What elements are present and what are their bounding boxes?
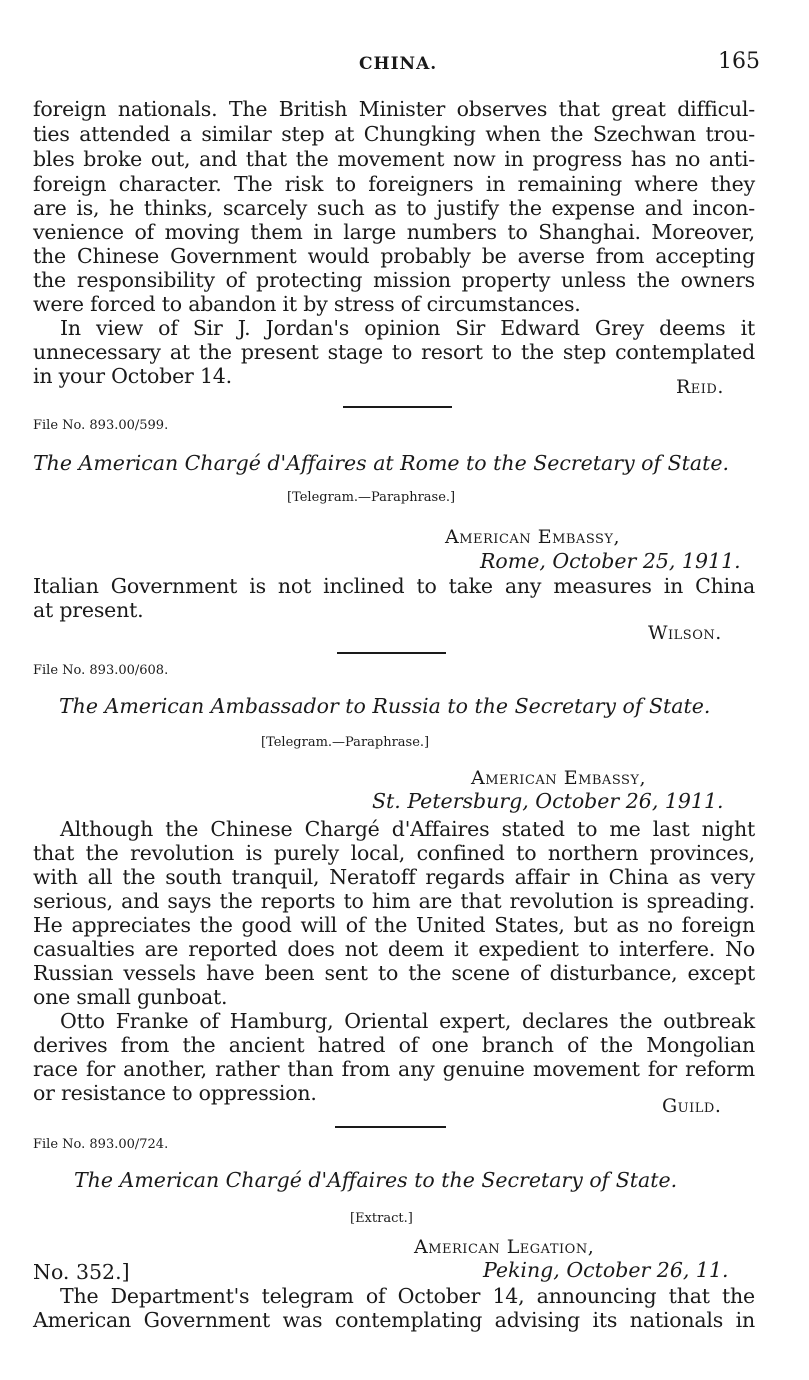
telegram-note: [Telegram.—Paraphrase.] — [261, 735, 430, 750]
date-line: Rome, October 25, 1911. — [480, 549, 741, 573]
document-heading: The American Ambassador to Russia to the Secretary of State. — [59, 694, 711, 718]
text-line: or resistance to oppression. — [33, 1081, 317, 1105]
text-line: bles broke out, and that the movement now in progress has no anti- — [33, 147, 755, 171]
text-line: that the revolution is purely local, confined to northern provinces, — [33, 841, 755, 865]
text-line: are is, he thinks, scarcely such as to justify the expense and incon- — [33, 196, 755, 220]
signature-reid: Reid. — [676, 376, 724, 398]
text-line: In view of Sir J. Jordan's opinion Sir Edward Grey deems it — [60, 316, 755, 340]
running-header-title: CHINA. — [359, 54, 438, 74]
despatch-number: No. 352.] — [33, 1260, 130, 1284]
text-line: Although the Chinese Chargé d'Affaires stated to me last night — [60, 817, 755, 841]
text-line: one small gunboat. — [33, 985, 228, 1009]
text-line: casualties are reported does not deem it expedient to interfere. No — [33, 937, 755, 961]
text-line: Russian vessels have been sent to the scene of disturbance, except — [33, 961, 755, 985]
text-line: serious, and says the reports to him are that revolution is spreading. — [33, 889, 755, 913]
text-line: race for another, rather than from any genuine movement for reform — [33, 1057, 755, 1081]
text-line: Italian Government is not inclined to take any measures in China — [33, 574, 755, 598]
telegram-note: [Telegram.—Paraphrase.] — [287, 490, 456, 505]
text-line: He appreciates the good will of the United States, but as no foreign — [33, 913, 755, 937]
section-divider — [343, 406, 452, 408]
text-line: ties attended a similar step at Chungking when the Szechwan trou- — [33, 122, 755, 146]
section-divider — [335, 1126, 446, 1128]
text-line: were forced to abandon it by stress of circumstances. — [33, 292, 581, 316]
document-heading: The American Chargé d'Affaires to the Secretary of State. — [74, 1168, 678, 1192]
date-line: Peking, October 26, 11. — [483, 1258, 729, 1282]
text-line: in your October 14. — [33, 364, 232, 388]
text-line: with all the south tranquil, Neratoff regards affair in China as very — [33, 865, 755, 889]
office-line: American Legation, — [414, 1236, 595, 1258]
text-line: at present. — [33, 598, 144, 622]
text-line: the responsibility of protecting mission property unless the owners — [33, 268, 755, 292]
text-line: foreign character. The risk to foreigners in remaining where they — [33, 172, 755, 196]
signature-guild: Guild. — [662, 1095, 722, 1117]
extract-note: [Extract.] — [350, 1211, 413, 1226]
text-line: Otto Franke of Hamburg, Oriental expert, declares the outbreak — [60, 1009, 755, 1033]
text-line: venience of moving them in large numbers to Shanghai. Moreover, — [33, 220, 755, 244]
text-line: American Government was contemplating advising its nationals in — [33, 1308, 755, 1332]
text-line: derives from the ancient hatred of one branch of the Mongolian — [33, 1033, 755, 1057]
office-line: American Embassy, — [471, 767, 647, 789]
page-number: 165 — [718, 49, 760, 74]
file-number: File No. 893.00/599. — [33, 418, 169, 433]
date-line: St. Petersburg, October 26, 1911. — [372, 789, 724, 813]
section-divider — [337, 652, 446, 654]
text-line: unnecessary at the present stage to resort to the step contemplated — [33, 340, 755, 364]
file-number: File No. 893.00/608. — [33, 663, 169, 678]
document-heading: The American Chargé d'Affaires at Rome to the Secretary of State. — [33, 451, 729, 475]
text-line: The Department's telegram of October 14, announcing that the — [60, 1284, 755, 1308]
text-line: foreign nationals. The British Minister observes that great difficul- — [33, 97, 755, 121]
office-line: American Embassy, — [445, 526, 621, 548]
signature-wilson: Wilson. — [648, 622, 722, 644]
file-number: File No. 893.00/724. — [33, 1137, 169, 1152]
text-line: the Chinese Government would probably be averse from accepting — [33, 244, 755, 268]
